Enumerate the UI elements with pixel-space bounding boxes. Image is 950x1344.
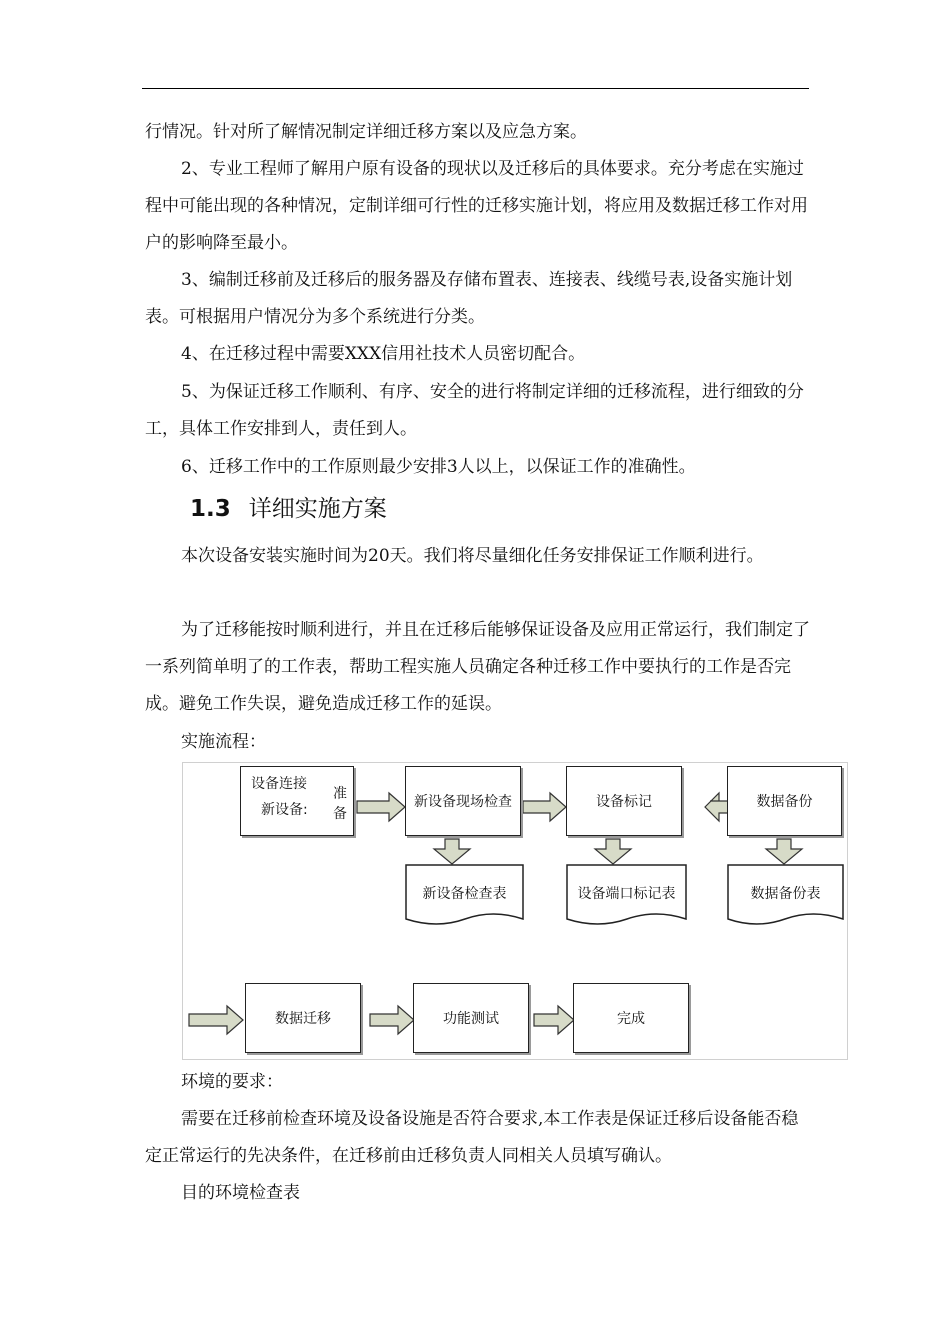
section-number: 1.3: [190, 496, 231, 522]
flow-box-migration: 数据迁移: [245, 983, 361, 1053]
flow-box-prepare-line2: 新设备:: [261, 802, 308, 818]
arrow-right-5: [534, 1006, 574, 1034]
flow-box-complete: 完成: [573, 983, 689, 1053]
body-paragraph-duration: 本次设备安装实施时间为20天。我们将尽量细化任务安排保证工作顺利进行。: [181, 546, 764, 566]
flow-box-site-check: 新设备现场检查: [405, 766, 521, 836]
doc-check-table: [406, 865, 523, 921]
doc-backup-table: [728, 865, 843, 921]
flow-caption: 实施流程：: [181, 732, 266, 752]
arrow-down-1: [434, 839, 470, 864]
arrow-down-2: [595, 839, 631, 864]
flow-box-backup: 数据备份: [727, 766, 842, 836]
flowchart: [182, 762, 848, 1060]
paragraph-item-3: 3、编制迁移前及迁移后的服务器及存储布置表、连接表、线缆号表,设备实施计划表。可根据用户情况分为多个系统进行分类。: [145, 270, 793, 327]
flow-box-prepare-line1: 设备连接: [251, 776, 307, 792]
paragraph-item-6: 6、迁移工作中的工作原则最少安排3人以上，以保证工作的准确性。: [181, 457, 696, 477]
paragraph-continuation: 行情况。针对所了解情况制定详细迁移方案以及应急方案。: [145, 122, 587, 142]
target-env-check-table-label: 目的环境检查表: [181, 1183, 300, 1203]
flow-box-function-test: 功能测试: [413, 983, 529, 1053]
doc-check-table-label: 新设备检查表: [422, 886, 507, 902]
env-requirements-heading: 环境的要求：: [181, 1072, 283, 1092]
header-rule: [142, 88, 809, 89]
body-paragraph-worksheets: 为了迁移能按时顺利进行，并且在迁移后能够保证设备及应用正常运行，我们制定了一系列简单明了的工作表，帮助工程实施人员确定各种迁移工作中要执行的工作是否完成。避免工作失误，避免造成迁移工作的延误。: [145, 620, 810, 714]
arrow-right-4: [370, 1006, 414, 1034]
flow-box-prepare-line3: 准备: [333, 786, 347, 822]
section-heading: [190, 490, 387, 523]
paragraph-item-2: 2、专业工程师了解用户原有设备的现状以及迁移后的具体要求。充分考虑在实施过程中可能出现的各种情况，定制详细可行性的迁移实施计划，将应用及数据迁移工作对用户的影响降至最小。: [145, 159, 808, 253]
doc-port-table: [567, 865, 686, 921]
doc-port-table-label: 设备端口标记表: [577, 886, 676, 902]
paragraph-item-4: 4、在迁移过程中需要XXX信用社技术人员密切配合。: [181, 344, 586, 364]
paragraph-item-5: 5、为保证迁移工作顺利、有序、安全的进行将制定详细的迁移流程，进行细致的分工，具体工作安排到人，责任到人。: [145, 382, 804, 439]
section-title: 详细实施方案: [248, 496, 387, 522]
flow-box-prepare: [240, 766, 354, 836]
arrow-right-3: [189, 1006, 243, 1034]
doc-backup-table-label: 数据备份表: [750, 886, 821, 902]
env-requirements-paragraph: 需要在迁移前检查环境及设备设施是否符合要求,本工作表是保证迁移后设备能否稳定正常运行的先决条件，在迁移前由迁移负责人同相关人员填写确认。: [145, 1109, 799, 1166]
arrow-down-3: [766, 839, 802, 864]
arrow-right-2: [523, 793, 566, 821]
flow-box-marking: 设备标记: [566, 766, 682, 836]
arrow-right-1: [357, 793, 405, 821]
